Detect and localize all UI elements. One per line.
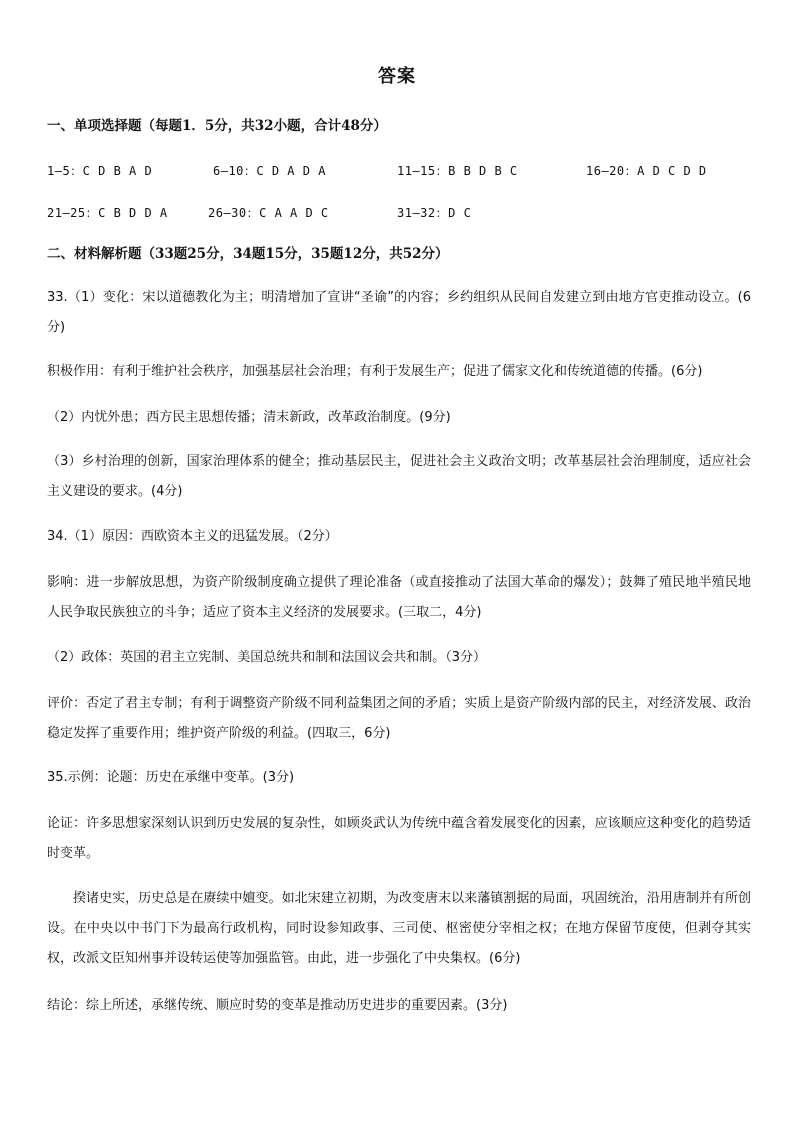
paragraph-34-influence: 影响：进一步解放思想，为资产阶级制度确立提供了理论准备（或直接推动了法国大革命的爆发）；鼓舞了殖民地半殖民地人民争取民族独立的斗争；适应了资本主义经济的发展要求。(三取二，4分) <box>47 575 751 620</box>
answer-group-26-30: 26—30：C A A D C <box>208 206 329 220</box>
paragraph-35-conclusion: 结论：综上所述，承继传统、顺应时势的变革是推动历史进步的重要因素。(3分) <box>47 998 508 1013</box>
paragraph-34-1-reason: 34.（1）原因：西欧资本主义的迅猛发展。（2分） <box>47 529 338 544</box>
section-heading-multiple-choice: 一、单项选择题（每题1．5分，共32小题，合计48分） <box>47 118 387 134</box>
paragraph-35-argument: 论证：许多思想家深刻认识到历史发展的复杂性，如顾炎武认为传统中蕴含着发展变化的因素，应该顺应这种变化的趋势适时变革。 <box>47 816 751 861</box>
paragraph-34-2-polity: （2）政体：英国的君主立宪制、美国总统共和制和法国议会共和制。（3分） <box>47 650 487 665</box>
paragraph-33-3: （3）乡村治理的创新，国家治理体系的健全；推动基层民主，促进社会主义政治文明；改革基层社会治理制度，适应社会主义建设的要求。(4分) <box>47 454 751 499</box>
answer-row-2 <box>47 204 767 220</box>
answer-row-1 <box>47 162 767 178</box>
answer-group-6-10: 6—10：C D A D A <box>213 164 326 178</box>
page-title: 答案 <box>378 66 416 87</box>
answer-group-31-32: 31—32：D C <box>397 206 472 220</box>
paragraph-35-historical-evidence: 揆诸史实，历史总是在赓续中嬗变。如北宋建立初期，为改变唐末以来藩镇割据的局面，巩固统治，沿用唐制并有所创设。在中央以中书门下为最高行政机构，同时设参知政事、三司使、枢密使分宰相之权；在地方保留节度使，但剥夺其实权，改派文臣知州事并设转运使等加强监管。由此，进一步强化了中央集权。(6分) <box>47 891 751 966</box>
answer-group-1-5: 1—5：C D B A D <box>47 164 153 178</box>
paragraph-35-thesis: 35.示例：论题：历史在承继中变革。(3分) <box>47 770 295 785</box>
paragraph-34-evaluation: 评价：否定了君主专制；有利于调整资产阶级不同利益集团之间的矛盾；实质上是资产阶级内部的民主，对经济发展、政治稳定发挥了重要作用；维护资产阶级的利益。(四取三，6分) <box>47 696 751 741</box>
answer-group-16-20: 16—20：A D C D D <box>586 164 707 178</box>
paragraph-33-1-change: 33.（1）变化：宋以道德教化为主；明清增加了宣讲“圣谕”的内容；乡约组织从民间自发建立到由地方官吏推动设立。(6分) <box>47 290 751 335</box>
paragraph-33-positive-effect: 积极作用：有利于维护社会秩序，加强基层社会治理；有利于发展生产；促进了儒家文化和传统道德的传播。(6分) <box>47 364 703 379</box>
answer-group-21-25: 21—25：C B D D A <box>47 206 168 220</box>
section-heading-material-analysis: 二、材料解析题（33题25分，34题15分，35题12分，共52分） <box>47 246 449 262</box>
paragraph-33-2: （2）内忧外患；西方民主思想传播；清末新政，改革政治制度。(9分) <box>47 410 451 425</box>
answer-group-11-15: 11—15：B B D B C <box>397 164 518 178</box>
